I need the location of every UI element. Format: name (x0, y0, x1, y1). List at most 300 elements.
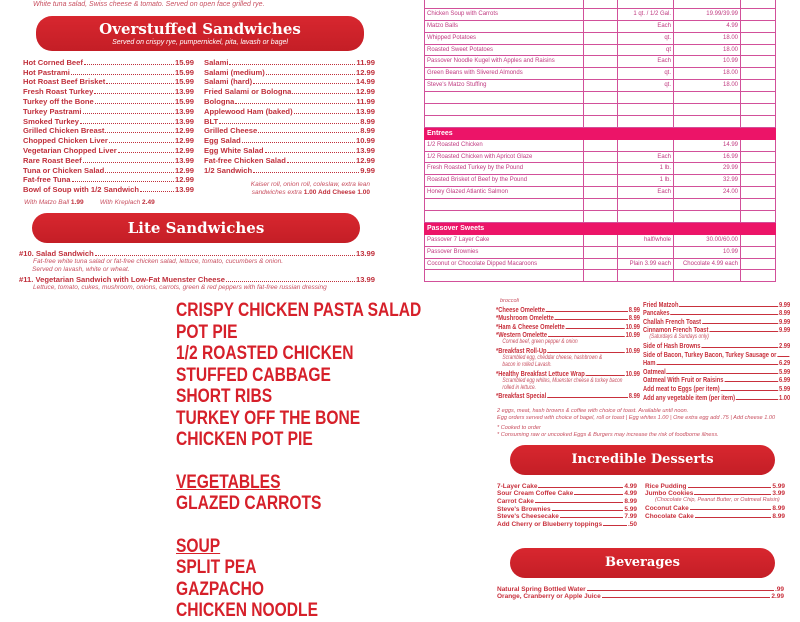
leader-dots (547, 397, 628, 398)
cooked-note: * Cooked to order (497, 425, 541, 431)
menu-item (497, 505, 637, 513)
item-unit: Each (618, 20, 674, 32)
menu-item (645, 490, 785, 498)
item-name: Salami (hard) (204, 77, 253, 87)
menu-item (643, 350, 790, 359)
matzo-label: With Matzo Ball (24, 199, 70, 206)
extras-note-line2: sandwiches extra (251, 189, 302, 196)
beverages-list (497, 585, 784, 600)
item-name: Fresh Roast Turkey (23, 87, 94, 97)
item-price: 19.99/39.99 (674, 8, 741, 20)
menu-item (23, 67, 194, 77)
item-name: *Cheese Omelette (496, 304, 545, 314)
soup-heading: SOUP (176, 535, 221, 557)
menu-item (204, 86, 375, 96)
leader-dots (265, 152, 355, 153)
leader-dots (548, 336, 625, 337)
item-name: Orange, Cranberry or Apple Juice (497, 593, 601, 601)
item-desc: Lettuce, tomato, cukes, mushroom, onions, carrots, green & red peppers with fat-free russian dressing (33, 283, 327, 291)
item-name: Green Beans with Slivered Almonds (425, 68, 584, 80)
item-name: Steve's Matzo Stuffing (425, 80, 584, 92)
item-name: Turkey Pastrami (23, 106, 82, 116)
item-price: 8.99 (360, 116, 375, 126)
menu-item (204, 155, 375, 165)
item-price: 13.99 (355, 145, 375, 155)
item-price: 4.99 (624, 490, 637, 498)
menu-item (204, 126, 375, 136)
menu-item (204, 145, 375, 155)
item-name: 1/2 Roasted Chicken (425, 139, 584, 151)
item-price: 2.99 (779, 340, 791, 350)
item-price: 6.29 (779, 358, 791, 368)
menu-item (497, 490, 637, 498)
item-price: 8.99 (628, 304, 640, 314)
leader-dots (656, 364, 778, 365)
item-name: *Western Omelette (496, 330, 548, 340)
overstuffed-right-list (204, 57, 375, 175)
item-name: *Ham & Cheese Omelette (496, 321, 565, 331)
menu-item (23, 184, 194, 194)
item-name: Add Cherry or Blueberry toppings (497, 521, 603, 529)
breakfast-right-list (643, 300, 790, 402)
leader-dots (292, 93, 355, 94)
leader-dots (235, 103, 355, 104)
table-row (425, 104, 776, 116)
item-price: 12.99 (174, 136, 194, 146)
table-section-header (425, 127, 776, 139)
menu-item (23, 106, 194, 116)
item-price: 5.99 (779, 366, 791, 376)
menu-item (496, 346, 640, 355)
leader-dots (535, 502, 623, 503)
kreplach-label: With Kreplach (99, 199, 141, 206)
table-row (425, 151, 776, 163)
item-price: 13.99 (174, 106, 194, 116)
item-price: 12.99 (355, 67, 375, 77)
item-name: Fresh Roasted Turkey by the Pound (425, 163, 584, 175)
item-unit: qt (618, 44, 674, 56)
item-price: 8.99 (772, 505, 785, 513)
menu-item (645, 512, 785, 520)
item-name: #10. Salad Sandwich (19, 248, 94, 258)
menu-item (19, 248, 375, 258)
extras-price: 1.00 Add Cheese 1.00 (303, 189, 370, 196)
item-name: Coconut Cake (645, 505, 689, 513)
item-price: 12.99 (174, 165, 194, 175)
table-row (425, 44, 776, 56)
menu-item (23, 77, 194, 87)
item-name: Natural Spring Bottled Water (497, 585, 586, 593)
table-row (425, 68, 776, 80)
menu-item (645, 482, 785, 490)
item-name: Bowl of Soup with 1/2 Sandwich (23, 185, 140, 195)
item-price: 13.99 (174, 116, 194, 126)
item-desc: Scrambled egg, cheddar cheese, hashbrown & (502, 354, 603, 361)
menu-item (204, 57, 375, 67)
item-desc: Fat-free white tuna salad or fat-free chicken salad, lettuce, tomato, cucumbers & onion. (33, 257, 284, 265)
item-name: Egg White Salad (204, 145, 264, 155)
leader-dots (720, 390, 778, 391)
item-name: Passover Noodle Kugel with Apples and Raisins (425, 56, 584, 68)
item-price: 12.99 (355, 155, 375, 165)
leader-dots (84, 64, 174, 65)
leader-dots (555, 319, 628, 320)
item-price: 11.99 (356, 57, 375, 67)
special-item: CRISPY CHICKEN PASTA SALAD (176, 300, 422, 321)
table-row (425, 199, 776, 211)
menu-item (204, 165, 375, 175)
item-name: Fried Salami or Bologna (204, 87, 292, 97)
leader-dots (560, 517, 623, 518)
leader-dots (83, 113, 174, 114)
item-name: Grilled Cheese (204, 126, 258, 136)
leader-dots (552, 510, 624, 511)
item-price: 12.99 (174, 145, 194, 155)
leader-dots (667, 373, 779, 374)
item-name: Chocolate Cake (645, 512, 694, 520)
item-name: Side of Bacon, Turkey Bacon, Turkey Sausage or (643, 349, 777, 359)
item-price: 8.99 (628, 391, 640, 401)
menu-item (204, 106, 375, 116)
leader-dots (777, 356, 789, 357)
item-price: 15.99 (174, 57, 194, 67)
table-section-header (425, 222, 776, 234)
item-price: 30.00/60.00 (674, 234, 741, 246)
menu-item (497, 513, 637, 521)
item-price: 13.99 (355, 274, 375, 284)
item-name: Honey Glazed Atlantic Salmon (425, 187, 584, 199)
item-price: 18.00 (674, 32, 741, 44)
special-item: SPLIT PEA (176, 557, 257, 578)
lite-list (19, 248, 375, 292)
item-price: 11.99 (356, 96, 375, 106)
leader-dots (229, 64, 355, 65)
leader-dots (94, 93, 174, 94)
leader-dots (724, 381, 778, 382)
leader-dots (709, 331, 778, 332)
item-name: Tuna or Chicken Salad (23, 165, 105, 175)
kreplach-price: 2.49 (142, 199, 155, 206)
table-row (425, 139, 776, 151)
menu-item (497, 585, 784, 593)
leader-dots (546, 311, 628, 312)
menu-item (497, 593, 784, 601)
item-name: Bologna (204, 96, 235, 106)
table-row (425, 92, 776, 104)
menu-item (204, 116, 375, 126)
item-price: 7.99 (624, 513, 637, 521)
leader-dots (294, 113, 355, 114)
leader-dots (603, 525, 627, 526)
lite-banner (32, 213, 360, 243)
item-name: Cinnamon French Toast (643, 325, 709, 335)
item-price: 10.99 (674, 246, 741, 258)
item-name: Carrot Cake (497, 498, 534, 506)
item-name: *Mushroom Omelette (496, 313, 554, 323)
item-price: 13.99 (355, 106, 375, 116)
item-unit (618, 246, 674, 258)
menu-item (23, 155, 194, 165)
item-name: Steve's Cheesecake (497, 513, 559, 521)
item-price: 8.99 (779, 308, 791, 318)
item-price: 13.99 (355, 248, 375, 258)
leader-dots (695, 517, 772, 518)
section-title: Lite Sandwiches (127, 219, 265, 237)
item-price: 4.99 (674, 20, 741, 32)
extras-note (242, 181, 370, 197)
leader-dots (690, 509, 772, 510)
menu-item (23, 175, 194, 185)
item-price: 5.99 (624, 505, 637, 513)
item-price: 8.99 (360, 126, 375, 136)
item-price: 18.00 (674, 44, 741, 56)
item-name: Rare Roast Beef (23, 155, 82, 165)
leader-dots (80, 123, 174, 124)
leader-dots (587, 590, 774, 591)
item-price: .50 (627, 521, 637, 529)
item-price: 10.99 (625, 345, 640, 355)
section-title: Incredible Desserts (571, 452, 714, 467)
leader-dots (72, 181, 174, 182)
extras-note-line: Kaiser roll, onion roll, coleslaw, extra lean (250, 181, 370, 188)
table-row (425, 258, 776, 270)
item-name: Smoked Turkey (23, 116, 79, 126)
item-name: #11. Vegetarian Sandwich with Low-Fat Muenster Cheese (19, 274, 225, 284)
item-price: 15.99 (174, 77, 194, 87)
leader-dots (95, 103, 174, 104)
menu-item (497, 482, 637, 490)
item-price: 8.99 (772, 512, 785, 520)
leader-dots (702, 323, 778, 324)
item-name: Fat-free Chicken Salad (204, 155, 286, 165)
desserts-banner (510, 445, 775, 475)
item-name: 1/2 Sandwich (204, 165, 253, 175)
table-row (425, 270, 776, 282)
item-name: Challah French Toast (643, 316, 702, 326)
top-note: White tuna salad, Swiss cheese & tomato. Served on open face grilled rye. (33, 1, 265, 8)
item-unit: qt. (618, 80, 674, 92)
item-name: Hot Pastrami (23, 67, 70, 77)
specials-board (176, 300, 421, 622)
item-name: 7-Layer Cake (497, 482, 538, 490)
cookie-note: (Chocolate Chip, Peanut Butter, or Oatmeal Raisin) (655, 497, 780, 504)
item-unit: qt. (618, 32, 674, 44)
item-price: 10.99 (355, 136, 375, 146)
item-price: 2.99 (771, 593, 784, 601)
item-price: 13.99 (174, 155, 194, 165)
leader-dots (602, 597, 771, 598)
item-price: 10.99 (625, 321, 640, 331)
item-price: 13.99 (174, 87, 194, 97)
leader-dots (105, 132, 174, 133)
special-item: SHORT RIBS (176, 386, 273, 407)
item-name: BLT (204, 116, 219, 126)
item-price: 18.00 (674, 68, 741, 80)
item-name: Fried Matzoh (643, 299, 679, 309)
table-row (425, 20, 776, 32)
item-price: 12.99 (174, 175, 194, 185)
menu-item (496, 331, 640, 340)
section-subtitle: Served on crispy rye, pumpernickel, pita, lavash or bagel (112, 39, 288, 46)
table-row (425, 8, 776, 20)
item-name: Applewood Ham (baked) (204, 106, 293, 116)
item-name: Oatmeal With Fruit or Raisins (643, 375, 724, 385)
desserts-right-list (645, 482, 785, 520)
item-name: Pancakes (643, 308, 670, 318)
item-price: 8.99 (624, 498, 637, 506)
leader-dots (566, 328, 625, 329)
item-name: Add any vegetable item (per item) (643, 392, 736, 402)
item-unit: 1 lb. (618, 163, 674, 175)
leader-dots (83, 162, 174, 163)
item-name: Steve's Brownies (497, 505, 551, 513)
item-unit: Plain 3.99 each (618, 258, 674, 270)
leader-dots (736, 399, 778, 400)
item-name: Coconut or Chocolate Dipped Macaroons (425, 258, 584, 270)
menu-item (645, 504, 785, 512)
menu-item (496, 369, 640, 378)
item-name: Salami (medium) (204, 67, 265, 77)
item-name: Roasted Sweet Potatoes (425, 44, 584, 56)
item-name: Roasted Brisket of Beef by the Pound (425, 175, 584, 187)
menu-item (23, 135, 194, 145)
table-row (425, 32, 776, 44)
item-name: *Breakfast Special (496, 391, 547, 401)
warning-note: * Consuming raw or uncooked Eggs & Burgers may increase the risk of foodborne illness. (497, 432, 719, 438)
menu-item (496, 392, 640, 401)
item-name: *Breakfast Roll-Up (496, 345, 547, 355)
menu-item (497, 520, 637, 528)
item-price: Chocolate 4.99 each (674, 258, 741, 270)
leader-dots (258, 132, 359, 133)
item-price: 14.99 (674, 139, 741, 151)
menu-item (19, 274, 375, 284)
item-price: 24.00 (674, 187, 741, 199)
leader-dots (118, 152, 174, 153)
leader-dots (242, 142, 355, 143)
passover-table (424, 0, 776, 282)
menu-item (23, 126, 194, 136)
menu-item (23, 145, 194, 155)
item-name: Grilled Chicken Breast (23, 126, 105, 136)
item-price: 5.99 (779, 383, 791, 393)
item-name: Passover Brownies (425, 246, 584, 258)
item-price: 8.99 (628, 313, 640, 323)
leader-dots (109, 142, 174, 143)
item-name: Rice Pudding (645, 482, 687, 490)
item-unit: Each (618, 151, 674, 163)
item-desc: bacon in rolled Lavash. (502, 361, 552, 368)
leader-dots (266, 74, 355, 75)
menu-item (204, 135, 375, 145)
menu-item (204, 67, 375, 77)
leader-dots (547, 352, 625, 353)
table-row (425, 175, 776, 187)
soup-addons (24, 199, 155, 206)
special-item: CHICKEN NOODLE (176, 600, 318, 621)
item-price: 13.99 (174, 185, 194, 195)
item-name: Side of Hash Browns (643, 340, 701, 350)
leader-dots (106, 83, 174, 84)
item-unit: Each (618, 56, 674, 68)
table-row (425, 163, 776, 175)
special-item: POT PIE (176, 321, 238, 343)
item-price: 10.99 (625, 330, 640, 340)
item-price: 15.99 (174, 96, 194, 106)
item-desc: Scrambled egg whites, Muenster cheese & turkey bacon (502, 377, 623, 384)
item-price: 1.00 (779, 392, 791, 402)
leader-dots (574, 494, 623, 495)
menu-item (643, 326, 790, 335)
table-row (425, 80, 776, 92)
menu-item (497, 497, 637, 505)
cut-text: broccoli (500, 298, 519, 304)
overstuffed-banner (36, 16, 364, 51)
item-desc: Served on lavash, white or wheat. (32, 265, 130, 273)
menu-item (23, 86, 194, 96)
item-desc: rolled in lettuce. (502, 384, 537, 391)
item-unit: Each (618, 187, 674, 199)
item-price: 29.99 (674, 163, 741, 175)
section-heading: Passover Sweets (425, 222, 776, 234)
item-name: Fat-free Tuna (23, 175, 71, 185)
table-row (425, 56, 776, 68)
item-price: 14.99 (355, 77, 375, 87)
item-name: Passover 7 Layer Cake (425, 234, 584, 246)
item-price: .99 (774, 585, 784, 593)
leader-dots (694, 494, 771, 495)
item-price: 16.99 (674, 151, 741, 163)
item-price: 6.99 (779, 375, 791, 385)
item-name: Matzo Balls (425, 20, 584, 32)
item-desc: Corned beef, green pepper & onion (502, 339, 578, 346)
item-price: 12.99 (355, 87, 375, 97)
special-item: STUFFED CABBAGE (176, 364, 331, 386)
section-title: Overstuffed Sandwiches (99, 20, 301, 38)
leader-dots (679, 306, 778, 307)
table-row (425, 246, 776, 258)
item-price: 9.99 (779, 316, 791, 326)
item-price: 3.99 (772, 490, 785, 498)
menu-item (204, 96, 375, 106)
item-name: Hot Roast Beef Brisket (23, 77, 106, 87)
item-name: Whipped Potatoes (425, 32, 584, 44)
beverages-banner (510, 548, 775, 578)
item-name: Hot Corned Beef (23, 57, 83, 67)
menu-item (204, 77, 375, 87)
table-row (425, 0, 776, 8)
item-name: 1/2 Roasted Chicken with Apricot Glaze (425, 151, 584, 163)
leader-dots (219, 123, 359, 124)
item-name: Jumbo Cookies (645, 490, 694, 498)
item-name: Oatmeal (643, 366, 666, 376)
item-price: 32.99 (674, 175, 741, 187)
leader-dots (287, 162, 355, 163)
item-price: 5.99 (772, 482, 785, 490)
breakfast-left-list (496, 305, 640, 400)
item-unit: half/whole (618, 234, 674, 246)
item-desc: (Saturdays & Sundays only) (649, 334, 709, 341)
menu-item (23, 96, 194, 106)
item-price: 9.99 (779, 325, 791, 335)
item-name: Chicken Soup with Carrots (425, 8, 584, 20)
menu-item (643, 393, 790, 402)
item-price: 9.99 (360, 165, 375, 175)
egg-note: Egg orders served with choice of bagel, roll or toast | Egg whites 1.00 | One extra egg add .75 | Add cheese 1.00 (497, 415, 776, 421)
item-name: Sour Cream Coffee Cake (497, 490, 574, 498)
table-row (425, 115, 776, 127)
item-unit: qt. (618, 68, 674, 80)
